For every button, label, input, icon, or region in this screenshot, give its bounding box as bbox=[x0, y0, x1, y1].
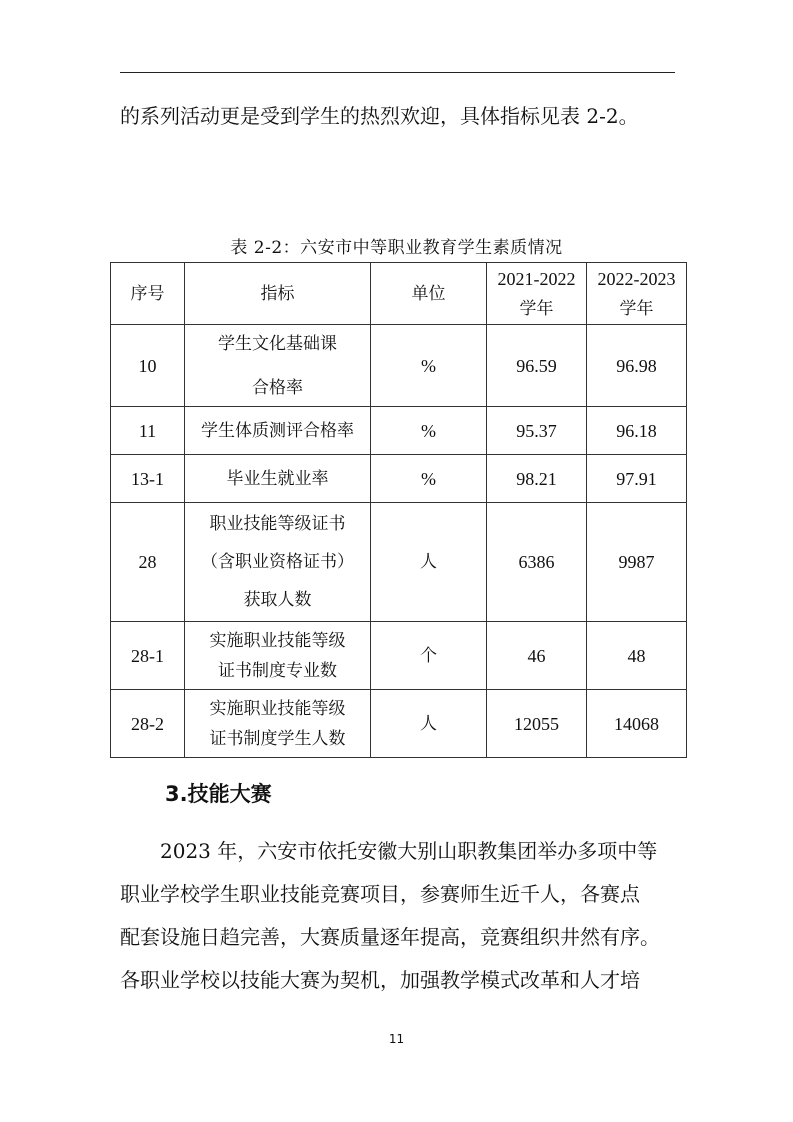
table-header-row bbox=[111, 263, 687, 325]
header-year-1-label: 学年 bbox=[519, 298, 554, 319]
header-unit: 单位 bbox=[371, 263, 487, 325]
header-year-2-label: 学年 bbox=[619, 298, 654, 319]
indicator-line: 学生文化基础课 bbox=[218, 333, 337, 354]
indicator-line: 证书制度专业数 bbox=[218, 660, 337, 681]
row-unit: % bbox=[371, 325, 487, 407]
row-value-year-1: 46 bbox=[487, 622, 587, 690]
header-rule bbox=[120, 72, 675, 73]
header-seq: 序号 bbox=[111, 263, 185, 325]
row-unit: 人 bbox=[371, 503, 487, 622]
indicator-line: 实施职业技能等级 bbox=[209, 630, 346, 651]
row-value-year-2: 97.91 bbox=[587, 455, 687, 503]
row-value-year-2: 48 bbox=[587, 622, 687, 690]
row-indicator: 学生体质测评合格率 bbox=[185, 407, 371, 455]
table-row bbox=[111, 455, 687, 503]
row-indicator bbox=[185, 622, 371, 690]
indicator-line: 证书制度学生人数 bbox=[209, 728, 346, 749]
body-line: 职业学校学生职业技能竞赛项目，参赛师生近千人，各赛点 bbox=[120, 882, 640, 906]
header-year-1-range: 2021-2022 bbox=[497, 268, 576, 289]
row-unit: % bbox=[371, 407, 487, 455]
row-seq: 13-1 bbox=[111, 455, 185, 503]
header-year-2-range: 2022-2023 bbox=[597, 268, 676, 289]
row-value-year-2: 14068 bbox=[587, 690, 687, 758]
page-number: 11 bbox=[388, 1032, 405, 1046]
row-value-year-1: 95.37 bbox=[487, 407, 587, 455]
row-value-year-2: 96.18 bbox=[587, 407, 687, 455]
table-row bbox=[111, 407, 687, 455]
table-row bbox=[111, 622, 687, 690]
row-indicator bbox=[185, 690, 371, 758]
section-heading: 3.技能大赛 bbox=[165, 782, 272, 806]
row-value-year-1: 96.59 bbox=[487, 325, 587, 407]
row-unit: % bbox=[371, 455, 487, 503]
header-year-2 bbox=[587, 263, 687, 325]
student-quality-table bbox=[110, 262, 687, 758]
indicator-line: 获取人数 bbox=[243, 590, 312, 610]
header-indicator: 指标 bbox=[185, 263, 371, 325]
row-value-year-1: 12055 bbox=[487, 690, 587, 758]
table-row bbox=[111, 503, 687, 622]
row-unit: 个 bbox=[371, 622, 487, 690]
row-indicator: 毕业生就业率 bbox=[185, 455, 371, 503]
header-year-1 bbox=[487, 263, 587, 325]
row-value-year-2: 9987 bbox=[587, 503, 687, 622]
body-line: 2023 年，六安市依托安徽大别山职教集团举办多项中等 bbox=[120, 839, 658, 863]
row-indicator bbox=[185, 325, 371, 407]
row-value-year-1: 6386 bbox=[487, 503, 587, 622]
intro-paragraph: 的系列活动更是受到学生的热烈欢迎，具体指标见表 2-2。 bbox=[120, 104, 639, 128]
body-line: 配套设施日趋完善，大赛质量逐年提高，竞赛组织井然有序。 bbox=[120, 925, 660, 949]
body-paragraph bbox=[120, 830, 680, 1002]
table-row bbox=[111, 325, 687, 407]
indicator-line: （含职业资格证书） bbox=[201, 552, 354, 572]
indicator-line: 实施职业技能等级 bbox=[209, 698, 346, 719]
row-unit: 人 bbox=[371, 690, 487, 758]
row-seq: 11 bbox=[111, 407, 185, 455]
row-seq: 10 bbox=[111, 325, 185, 407]
row-seq: 28-2 bbox=[111, 690, 185, 758]
table-caption: 表 2-2：六安市中等职业教育学生素质情况 bbox=[230, 238, 563, 258]
row-value-year-2: 96.98 bbox=[587, 325, 687, 407]
row-value-year-1: 98.21 bbox=[487, 455, 587, 503]
row-indicator bbox=[185, 503, 371, 622]
indicator-line: 合格率 bbox=[252, 377, 303, 398]
row-seq: 28 bbox=[111, 503, 185, 622]
indicator-line: 职业技能等级证书 bbox=[209, 514, 346, 534]
table-row bbox=[111, 690, 687, 758]
body-line: 各职业学校以技能大赛为契机，加强教学模式改革和人才培 bbox=[120, 968, 640, 992]
row-seq: 28-1 bbox=[111, 622, 185, 690]
